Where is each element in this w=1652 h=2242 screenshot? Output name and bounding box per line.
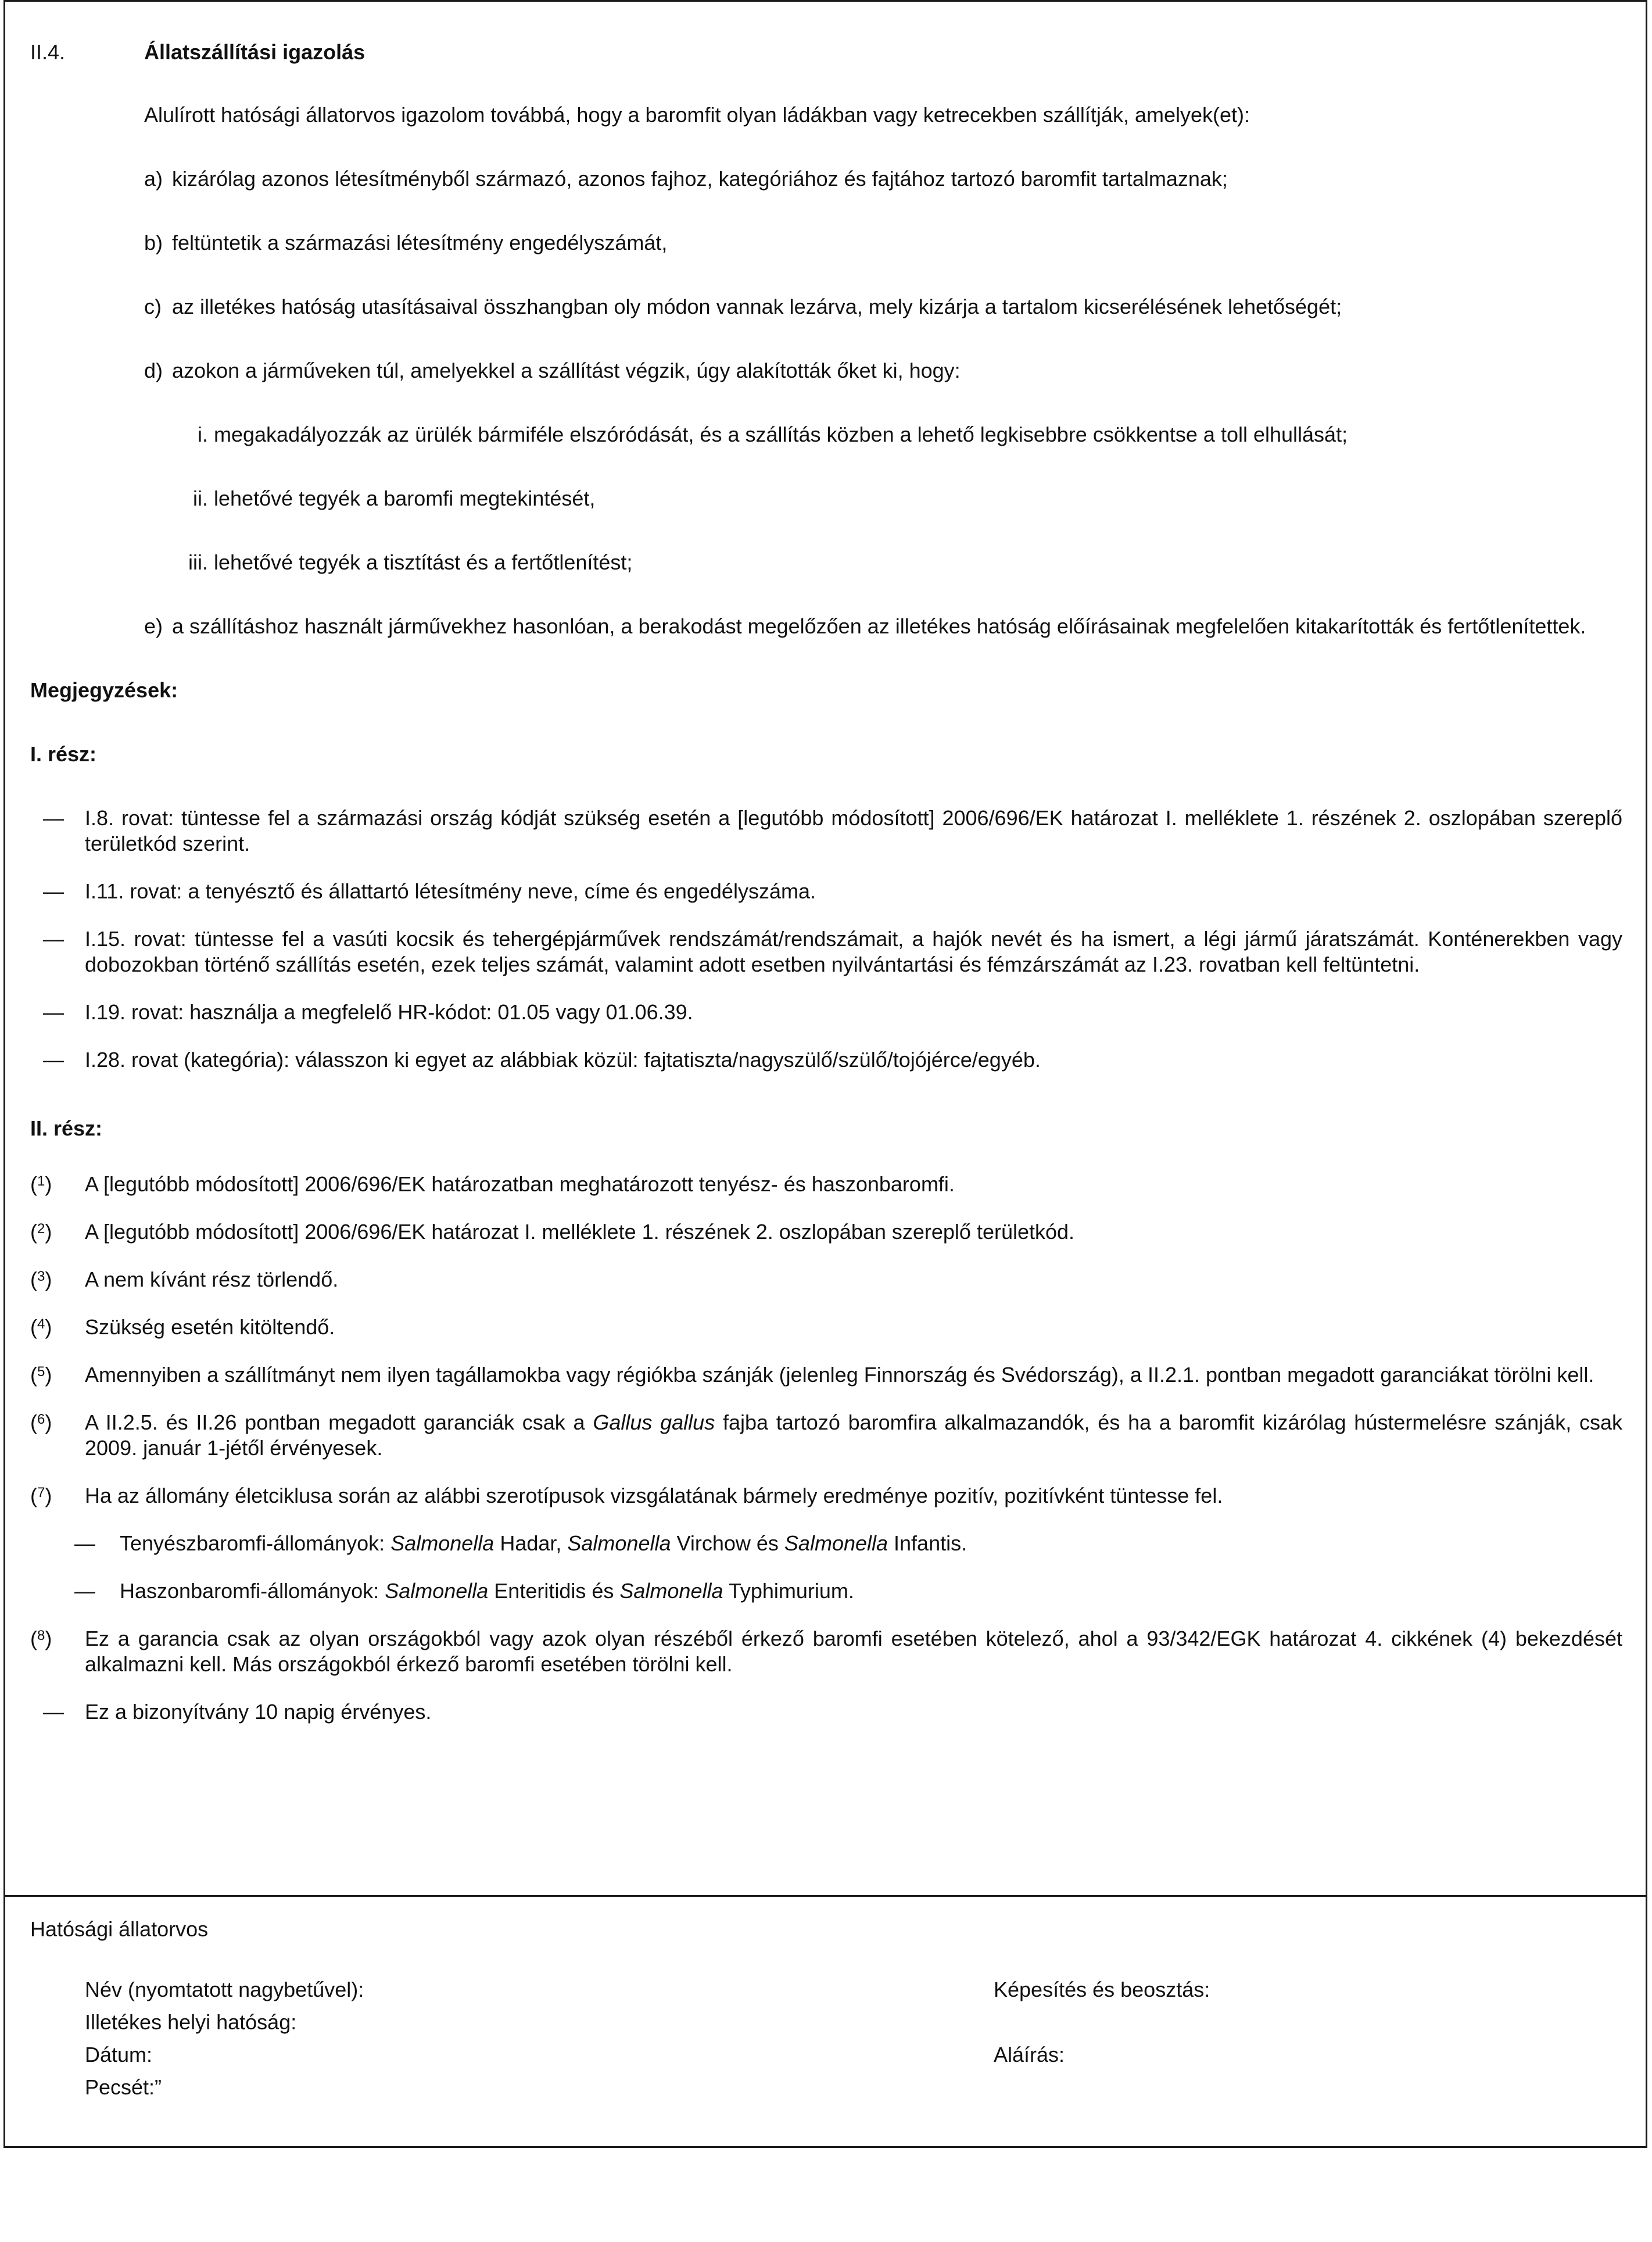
footnote-text: Amennyiben a szállítmányt nem ilyen tagállamokba vagy régiókba szánják (jelenleg Finnország és Svédország), a II.2.1. pontban megadott garanciákat törölni kell. xyxy=(85,1363,1594,1387)
item-text: azokon a járműveken túl, amelyekkel a szállítást végzik, úgy alakították őket ki, hogy: xyxy=(172,359,961,382)
section-number: II.4. xyxy=(30,40,66,64)
signature-block xyxy=(30,1917,1622,2151)
sub-item-text: lehetővé tegyék a tisztítást és a fertőtlenítést; xyxy=(214,550,633,574)
list-item xyxy=(30,614,1622,639)
dash-marker: — xyxy=(43,927,64,951)
dash-marker: — xyxy=(43,1048,64,1072)
list-item xyxy=(30,166,1622,192)
list-item xyxy=(30,294,1622,320)
sub-list-item xyxy=(30,486,1622,511)
item-label: c) xyxy=(144,295,162,318)
footnote xyxy=(30,1362,1622,1388)
signature-divider xyxy=(5,1895,1646,1897)
footnote xyxy=(30,1267,1622,1292)
note-text: I.8. rovat: tüntesse fel a származási ország kódját szükség esetén a [legutóbb módosított] 2006/696/EK határozat I. melléklete 1. részének 2. oszlopában szereplő területkód szerint. xyxy=(85,806,1622,855)
note-text: I.28. rovat (kategória): válasszon ki egyet az alábbiak közül: fajtatiszta/nagyszülő/szülő/tojójérce/egyéb. xyxy=(85,1048,1041,1072)
footnote xyxy=(30,1219,1622,1245)
footnote-text: Ha az állomány életciklusa során az alábbi szerotípusok vizsgálatának bármely eredménye pozitív, pozitívként tüntesse fel. xyxy=(85,1484,1223,1507)
sub-item-text: megakadályozzák az ürülék bármiféle elszóródását, és a szállítás közben a lehető legkisebbre csökkentse a toll elhullását; xyxy=(214,422,1348,446)
footnote-marker: ($^8$) xyxy=(30,1627,52,1650)
footnote xyxy=(30,1483,1622,1509)
footnote-text: A [legutóbb módosított] 2006/696/EK határozat I. melléklete 1. részének 2. oszlopában szereplő területkód. xyxy=(85,1220,1075,1244)
footnote xyxy=(30,1315,1622,1340)
note-item xyxy=(30,1000,1622,1025)
sub-item-label: i. xyxy=(198,422,208,446)
note-item xyxy=(30,926,1622,977)
footnote-marker: ($^5$) xyxy=(30,1363,52,1387)
note-item xyxy=(30,1047,1622,1073)
signature-fields xyxy=(30,1977,1622,2151)
section-intro: Alulírott hatósági állatorvos igazolom továbbá, hogy a baromfit olyan ládákban vagy ketrecekben szállítják, amelyek(et): xyxy=(144,103,1250,127)
serotype-text: Tenyészbaromfi-állományok: Salmonella Hadar, Salmonella Virchow és Salmonella Infantis. xyxy=(120,1531,967,1555)
dash-marker: — xyxy=(43,806,64,830)
serotype-item xyxy=(30,1531,1622,1556)
footnote-text: Ez a garancia csak az olyan országokból vagy azok olyan részéből érkező baromfi esetében kötelező, ahol a 93/342/EGK határozat 4. cikkének (4) bekezdését alkalmazni kell. Más országokból érkező baromfi esetében törölni kell. xyxy=(85,1627,1622,1676)
part-two-heading: II. rész: xyxy=(30,1116,103,1140)
footnote-text: A [legutóbb módosított] 2006/696/EK határozatban meghatározott tenyész- és haszonbaromfi. xyxy=(85,1172,955,1196)
item-label: a) xyxy=(144,167,163,191)
section-title: Állatszállítási igazolás xyxy=(144,40,365,64)
certificate-body xyxy=(30,40,1622,1725)
footnote-marker: ($^4$) xyxy=(30,1315,52,1339)
item-text: feltüntetik a származási létesítmény engedélyszámát, xyxy=(172,231,668,255)
footnote-marker: ($^3$) xyxy=(30,1267,52,1291)
dash-marker: — xyxy=(43,1700,64,1724)
section-heading xyxy=(30,40,1622,65)
signature-title: Hatósági állatorvos xyxy=(30,1917,209,1941)
dash-marker: — xyxy=(43,1000,64,1024)
note-text: I.15. rovat: tüntesse fel a vasúti kocsik és tehergépjárművek rendszámát/rendszámait, a hajók nevét és ha ismert, a légi jármű járatszámát. Konténerekben vagy dobozokban történő szállítás esetén, ezek teljes számát, valamint adott esetben nyilvántartási és fémzárszámát az I.23. rovatban kell feltüntetni. xyxy=(85,927,1622,976)
footnote xyxy=(30,1410,1622,1461)
footnote-text: Szükség esetén kitöltendő. xyxy=(85,1315,335,1339)
sub-item-label: iii. xyxy=(188,550,208,574)
item-text: kizárólag azonos létesítményből származó, azonos fajhoz, kategóriához és fajtához tartozó baromfit tartalmaznak; xyxy=(172,167,1228,191)
date-field-label: Dátum: xyxy=(85,2043,153,2066)
authority-field-label: Illetékes helyi hatóság: xyxy=(85,2010,297,2034)
validity-note xyxy=(30,1699,1622,1725)
note-item xyxy=(30,805,1622,857)
serotype-text: Haszonbaromfi-állományok: Salmonella Enteritidis és Salmonella Typhimurium. xyxy=(120,1579,854,1603)
dash-marker: — xyxy=(43,879,64,903)
item-text: a szállításhoz használt járművekhez hasonlóan, a berakodást megelőzően az illetékes hatóság előírásainak megfelelően kitakarították és fertőtlenítettek. xyxy=(172,614,1586,638)
qualification-field-label: Képesítés és beosztás: xyxy=(994,1978,1210,2001)
sub-list-item xyxy=(30,550,1622,575)
stamp-field-label: Pecsét:” xyxy=(85,2075,162,2099)
list-item xyxy=(30,358,1622,384)
validity-text: Ez a bizonyítvány 10 napig érvényes. xyxy=(85,1700,432,1724)
name-field-label: Név (nyomtatott nagybetűvel): xyxy=(85,1978,364,2001)
footnote-text: A II.2.5. és II.26 pontban megadott garanciák csak a Gallus gallus fajba tartozó baromfira alkalmazandók, és ha a baromfit kizárólag hústermelésre szánják, csak 2009. január 1-jétől érvényesek. xyxy=(85,1410,1622,1460)
dash-marker: — xyxy=(74,1579,95,1603)
footnote-marker: ($^6$) xyxy=(30,1410,52,1434)
signature-field-label: Aláírás: xyxy=(994,2043,1065,2066)
footnote-marker: ($^1$) xyxy=(30,1172,52,1196)
list-item xyxy=(30,230,1622,256)
sub-item-label: ii. xyxy=(193,486,208,510)
item-label: e) xyxy=(144,614,163,638)
dash-marker: — xyxy=(74,1531,95,1555)
notes-heading: Megjegyzések: xyxy=(30,678,178,702)
item-text: az illetékes hatóság utasításaival összhangban oly módon vannak lezárva, mely kizárja a tartalom kicserélésének lehetőségét; xyxy=(172,295,1342,318)
sub-item-text: lehetővé tegyék a baromfi megtekintését, xyxy=(214,486,596,510)
note-text: I.11. rovat: a tenyésztő és állattartó létesítmény neve, címe és engedélyszáma. xyxy=(85,879,816,903)
footnote-marker: ($^7$) xyxy=(30,1484,52,1507)
part-one-heading: I. rész: xyxy=(30,742,97,766)
note-text: I.19. rovat: használja a megfelelő HR-kódot: 01.05 vagy 01.06.39. xyxy=(85,1000,693,1024)
footnote-marker: ($^2$) xyxy=(30,1220,52,1244)
note-item xyxy=(30,879,1622,904)
serotype-item xyxy=(30,1578,1622,1604)
sub-list-item xyxy=(30,422,1622,447)
footnote-text: A nem kívánt rész törlendő. xyxy=(85,1267,339,1291)
footnote xyxy=(30,1172,1622,1197)
footnote xyxy=(30,1626,1622,1677)
item-label: b) xyxy=(144,231,163,255)
item-label: d) xyxy=(144,359,163,382)
